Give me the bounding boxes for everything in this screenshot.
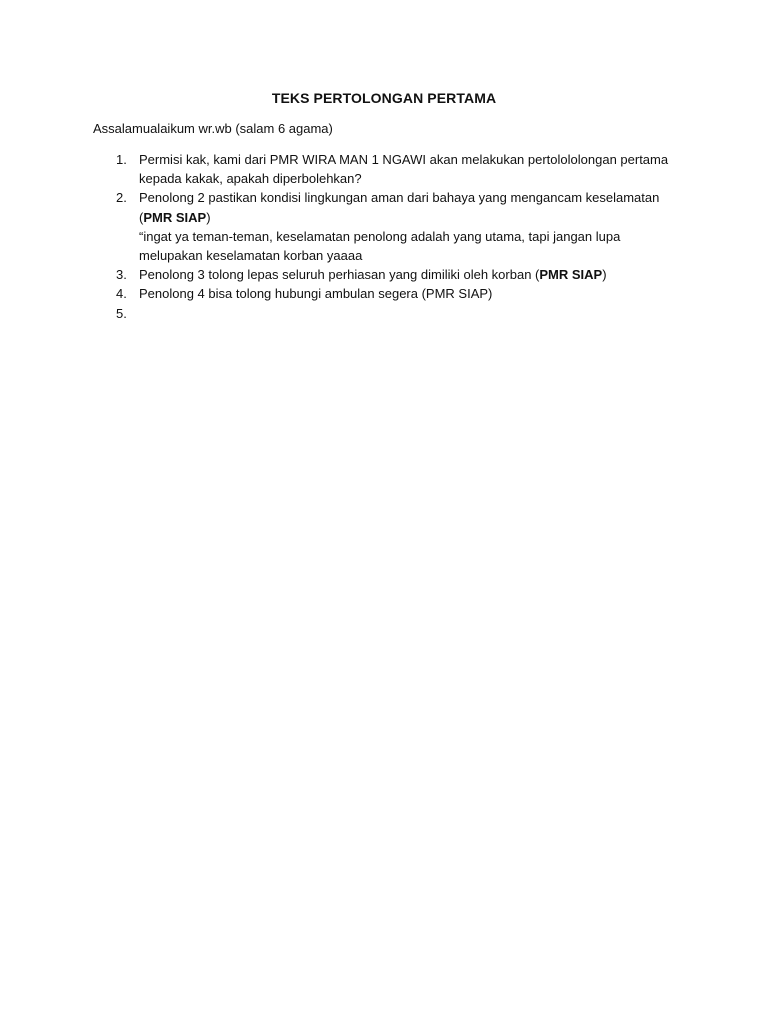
list-item-text-after: ) bbox=[206, 209, 211, 225]
list-item-3 bbox=[93, 265, 683, 284]
bold-label: PMR SIAP bbox=[539, 267, 603, 283]
list-item-text-main: Penolong 3 tolong lepas seluruh perhiasan yang dimiliki oleh korban ( bbox=[139, 267, 540, 283]
list-item-text bbox=[139, 190, 659, 224]
list-item-text-main: Penolong 2 pastikan kondisi lingkungan aman dari bahaya yang mengancam keselamatan ( bbox=[139, 190, 660, 225]
list-item-4 bbox=[93, 284, 683, 303]
list-number: 3. bbox=[116, 267, 127, 283]
list-item-1 bbox=[93, 150, 683, 188]
list-number: 5. bbox=[116, 305, 127, 321]
bold-label: PMR SIAP bbox=[143, 209, 207, 225]
list-item-note: “ingat ya teman-teman, keselamatan penolong adalah yang utama, tapi jangan lupa melupakan keselamatan korban yaaaa bbox=[139, 228, 621, 264]
document-title: TEKS PERTOLONGAN PERTAMA bbox=[271, 90, 497, 106]
list-item-text bbox=[139, 306, 143, 321]
list-number: 1. bbox=[116, 152, 127, 167]
greeting-line: Assalamualaikum wr.wb (salam 6 agama) bbox=[93, 121, 333, 136]
list-item-5 bbox=[93, 304, 683, 323]
list-number: 4. bbox=[116, 286, 127, 302]
list-number: 2. bbox=[116, 190, 127, 206]
list-item-text: Penolong 4 bisa tolong hubungi ambulan segera (PMR SIAP) bbox=[139, 286, 493, 302]
list-item-text bbox=[139, 267, 607, 282]
list-item-text-after: ) bbox=[602, 267, 607, 283]
numbered-list bbox=[93, 150, 683, 323]
list-item-text: Permisi kak, kami dari PMR WIRA MAN 1 NGAWI akan melakukan pertolololongan pertama kepada kakak, apakah diperbolehkan? bbox=[139, 152, 669, 187]
list-item-2 bbox=[93, 188, 683, 265]
